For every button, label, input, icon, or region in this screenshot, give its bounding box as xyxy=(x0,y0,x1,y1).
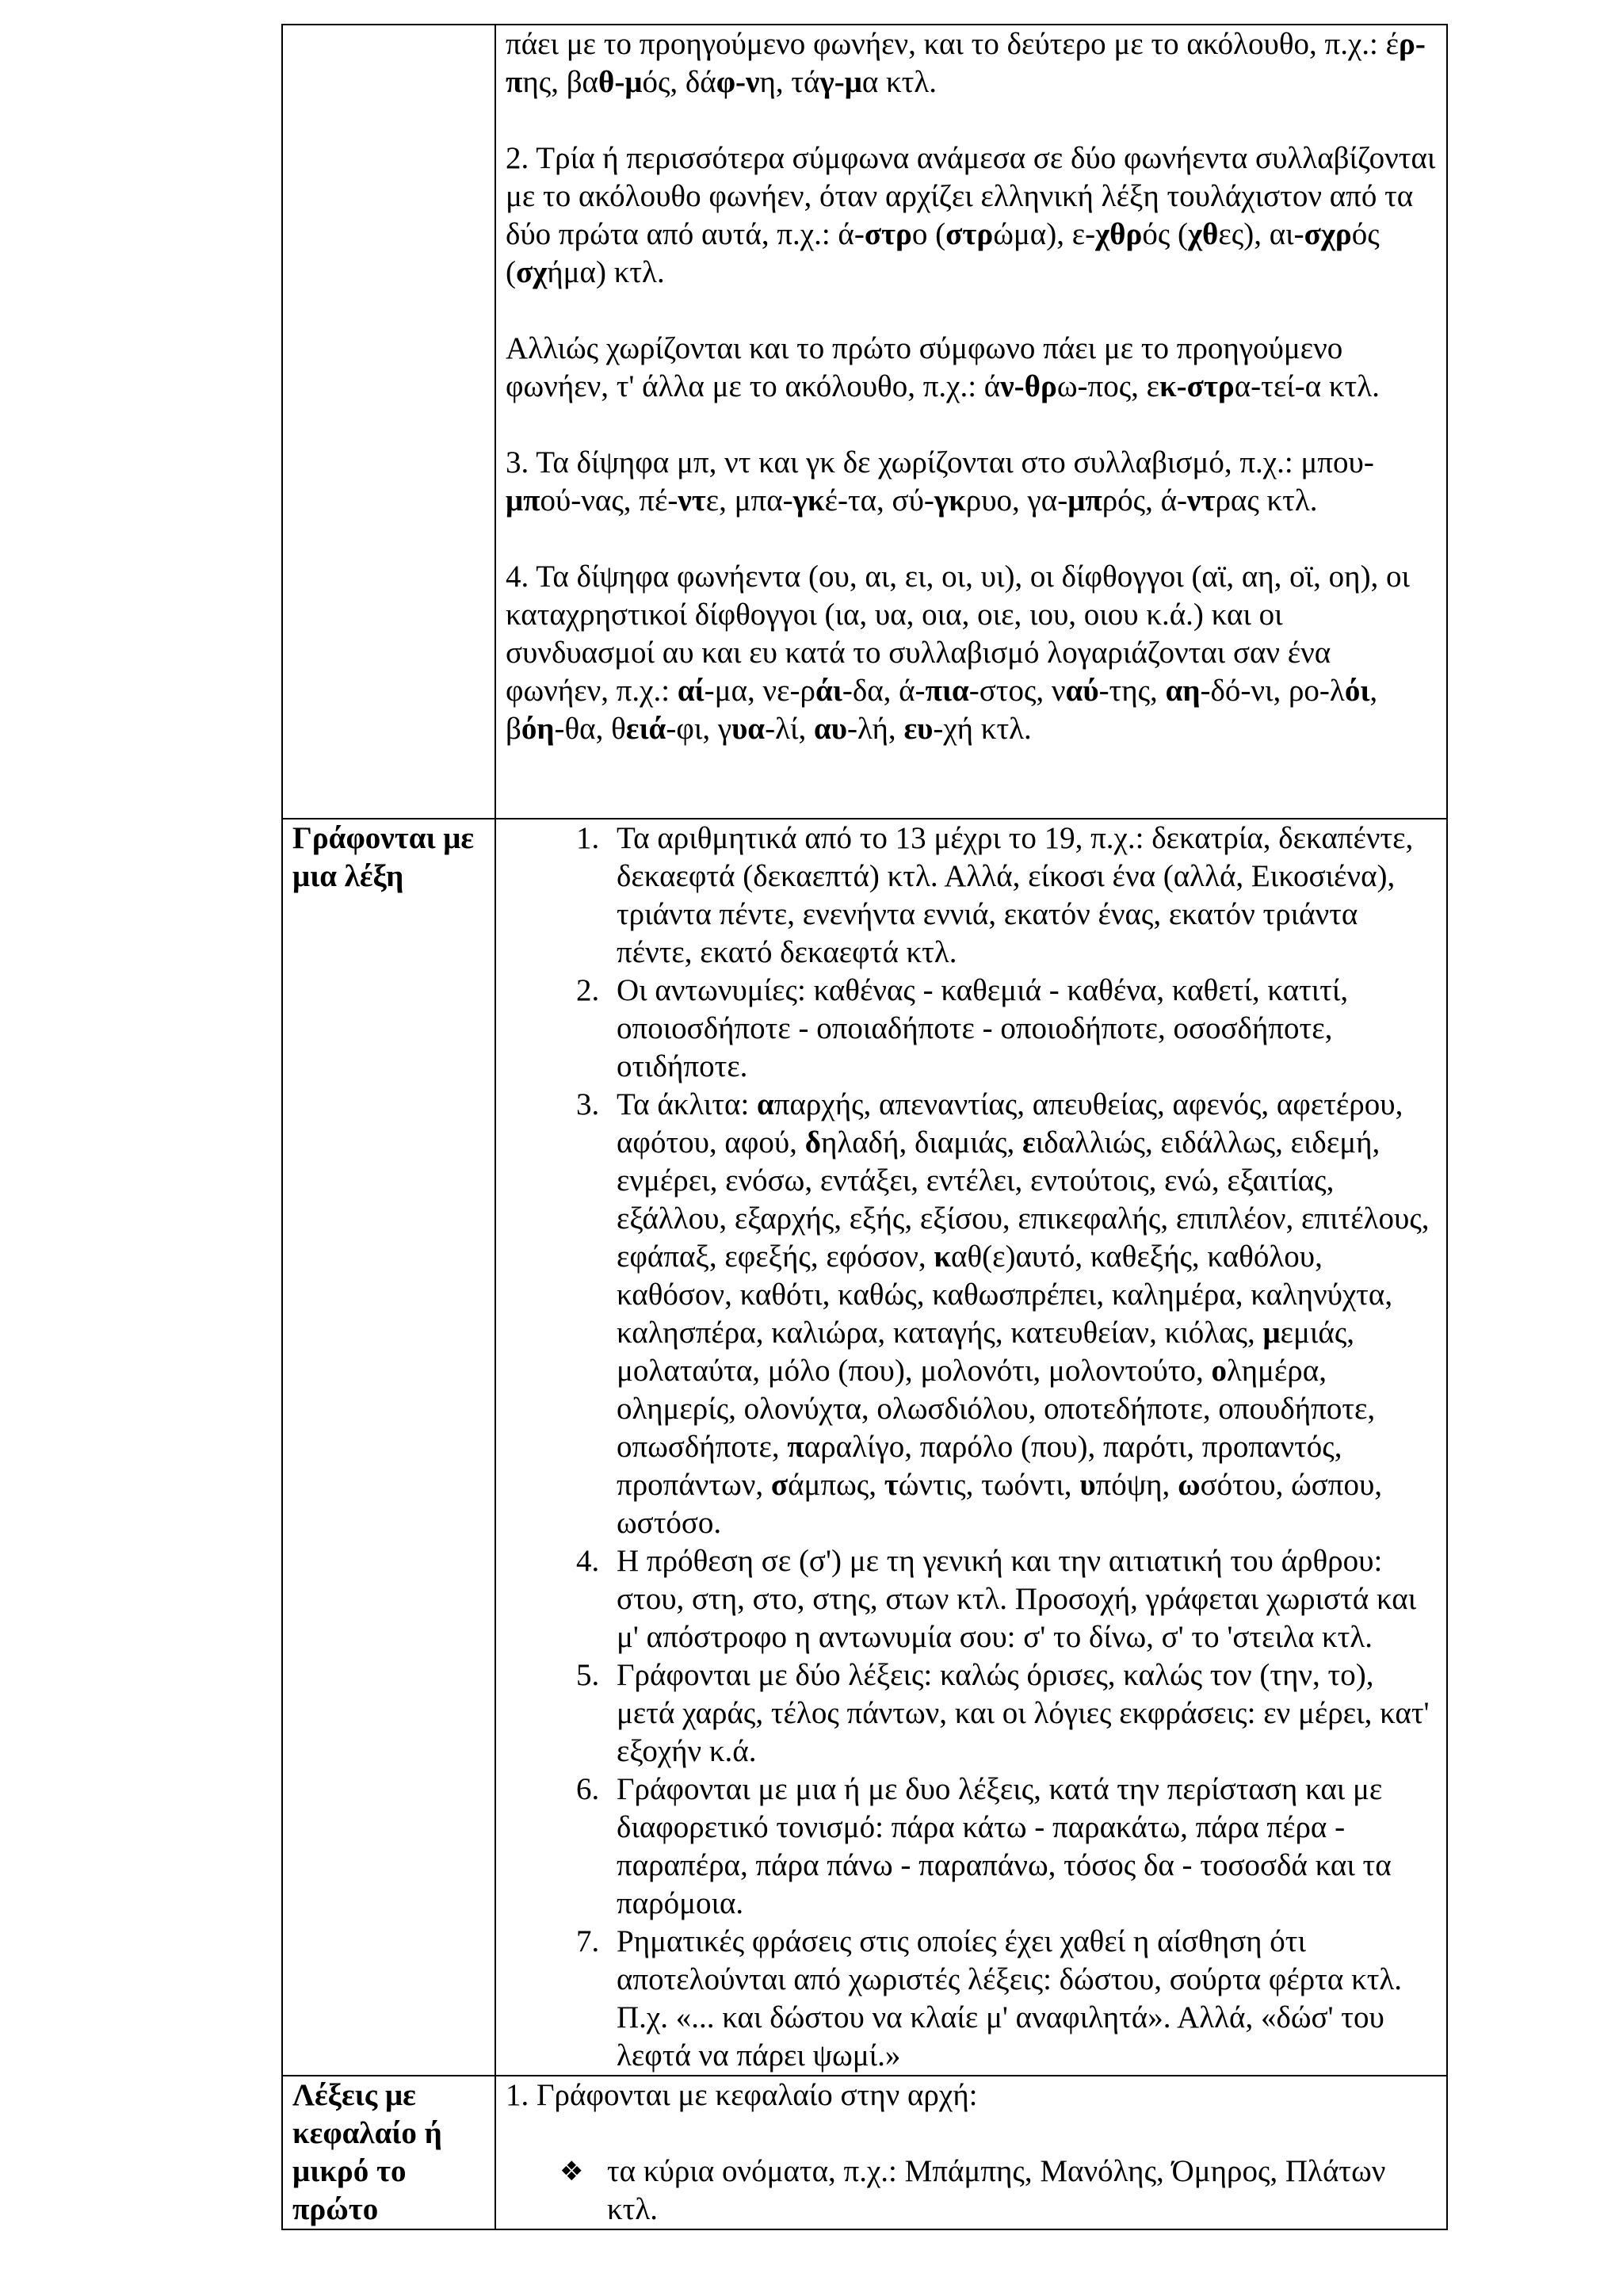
table-row xyxy=(282,819,1447,2076)
list-item: 6. Γράφονται με μια ή με δυο λέξεις, κατά την περίσταση και με διαφορετικό τονισμό: πάρα κάτω - παρακάτω, πάρα πέρα - παραπέρα, πάρα πάνω - παραπάνω, τόσος δα - τοσοσδά και τα παρόμοια. xyxy=(607,1771,1438,1923)
syllabification-cell xyxy=(495,25,1447,819)
rule-paragraph: 2. Τρία ή περισσότερα σύμφωνα ανάμεσα σε δύο φωνήεντα συλλαβίζονται με το ακόλουθο φωνήεν, όταν αρχίζει ελληνική λέξη τουλάχιστον από τα δύο πρώτα από αυτά, π.χ.: ά-στρο (στρώμα), ε-χθρός (χθες), αι-σχρός (σχήμα) κτλ. xyxy=(506,141,1436,289)
list-item: 3. Τα άκλιτα: απαρχής, απεναντίας, απευθείας, αφενός, αφετέρου, αφότου, αφού, δηλαδή, διαμιάς, ειδαλλιώς, ειδάλλως, ειδεμή, ενμέρει, ενόσω, εντάξει, εντέλει, εντούτοις, ενώ, εξαιτίας, εξάλλου, εξαρχής, εξής, εξίσου, επικεφαλής, επιπλέον, επιτέλους, εφάπαξ, εφεξής, εφόσον, καθ(ε)αυτό, καθεξής, καθόλου, καθόσον, καθότι, καθώς, καθωσπρέπει, καλημέρα, καληνύχτα, καλησπέρα, καλιώρα, καταγής, κατευθείαν, κιόλας, μεμιάς, μολαταύτα, μόλο (που), μολονότι, μολοντούτο, ολημέρα, ολημερίς, ολονύχτα, ολωσδιόλου, οποτεδήποτε, οπουδήποτε, οπωσδήποτε, παραλίγο, παρόλο (που), παρότι, προπαντός, προπάντων, σάμπως, τώντις, τωόντι, υπόψη, ωσότου, ώσπου, ωστόσο. xyxy=(607,1086,1438,1542)
rule-heading: 1. Γράφονται με κεφαλαίο στην αρχή: xyxy=(506,2078,978,2112)
list-item: 1. Τα αριθμητικά από το 13 μέχρι το 19, π.χ.: δεκατρία, δεκαπέντε, δεκαεφτά (δεκαεπτά) κτλ. Αλλά, είκοσι ένα (αλλά, Εικοσιένα), τριάντα πέντε, ενενήντα εννιά, εκατόν ένας, εκατόν τριάντα πέντε, εκατό δεκαεφτά κτλ. xyxy=(607,819,1438,972)
rule-paragraph: πάει με το προηγούμενο φωνήεν, και το δεύτερο με το ακόλουθο, π.χ.: έρ-πης, βαθ-μός, δάφ-νη, τάγ-μα κτλ. xyxy=(506,27,1426,99)
table-row xyxy=(282,2076,1447,2229)
row-label: Γράφονται με μια λέξη xyxy=(282,819,495,2076)
table-row xyxy=(282,25,1447,819)
row-label xyxy=(282,25,495,819)
bullet-item xyxy=(506,2153,1438,2229)
list-item: 2. Οι αντωνυμίες: καθένας - καθεμιά - καθένα, καθετί, κατιτί, οποιοσδήποτε - οποιαδήποτε - οποιοδήποτε, οσοσδήποτε, οτιδήποτε. xyxy=(607,972,1438,1086)
one-word-cell xyxy=(495,819,1447,2076)
bullet-text: τα κύρια ονόματα, π.χ.: Μπάμπης, Μανόλης, Όμηρος, Πλάτων κτλ. xyxy=(607,2154,1386,2226)
diamond-bullet-icon: ❖ xyxy=(559,2156,584,2187)
one-word-rules-list xyxy=(506,819,1438,2075)
rule-paragraph: Αλλιώς χωρίζονται και το πρώτο σύμφωνο πάει με το προηγούμενο φωνήεν, τ' άλλα με το ακόλουθο, π.χ.: άν-θρω-πος, εκ-στρα-τεί-α κτλ. xyxy=(506,331,1380,403)
row-label: Λέξεις με κεφαλαίο ή μικρό το πρώτο xyxy=(282,2076,495,2229)
capitalization-cell xyxy=(495,2076,1447,2229)
list-item: 5. Γράφονται με δύο λέξεις: καλώς όρισες, καλώς τον (την, το), μετά χαράς, τέλος πάντων, και οι λόγιες εκφράσεις: εν μέρει, κατ' εξοχήν κ.ά. xyxy=(607,1656,1438,1771)
list-item: 7. Ρηματικές φράσεις στις οποίες έχει χαθεί η αίσθηση ότι αποτελούνται από χωριστές λέξεις: δώστου, σούρτα φέρτα κτλ. Π.χ. «... και δώστου να κλαίε μ' αναφιλητά». Αλλά, «δώσ' του λεφτά να πάρει ψωμί.» xyxy=(607,1923,1438,2075)
rule-paragraph: 4. Τα δίψηφα φωνήεντα (ου, αι, ει, οι, υι), οι δίφθογγοι (αϊ, αη, οϊ, οη), οι καταχρηστικοί δίφθογγοι (ια, υα, οια, οιε, ιου, οιου κ.ά.) και οι συνδυασμοί αυ και ευ κατά το συλλαβισμό λογαριάζονται σαν ένα φωνήεν, π.χ.: αί-μα, νε-ράι-δα, ά-πια-στος, ναύ-της, αη-δό-νι, ρο-λόι, βόη-θα, θειά-φι, γυα-λί, αυ-λή, ευ-χή κτλ. xyxy=(506,560,1411,746)
spelling-rules-table xyxy=(281,24,1448,2230)
rule-paragraph: 3. Τα δίψηφα μπ, ντ και γκ δε χωρίζονται στο συλλαβισμό, π.χ.: μπου-μπού-νας, πέ-ντε, μπα-γκέ-τα, σύ-γκρυο, γα-μπρός, ά-ντρας κτλ. xyxy=(506,445,1374,518)
list-item: 4. Η πρόθεση σε (σ') με τη γενική και την αιτιατική του άρθρου: στου, στη, στο, στης, στων κτλ. Προσοχή, γράφεται χωριστά και μ' απόστροφο η αντωνυμία σου: σ' το δίνω, σ' το 'στειλα κτλ. xyxy=(607,1542,1438,1656)
